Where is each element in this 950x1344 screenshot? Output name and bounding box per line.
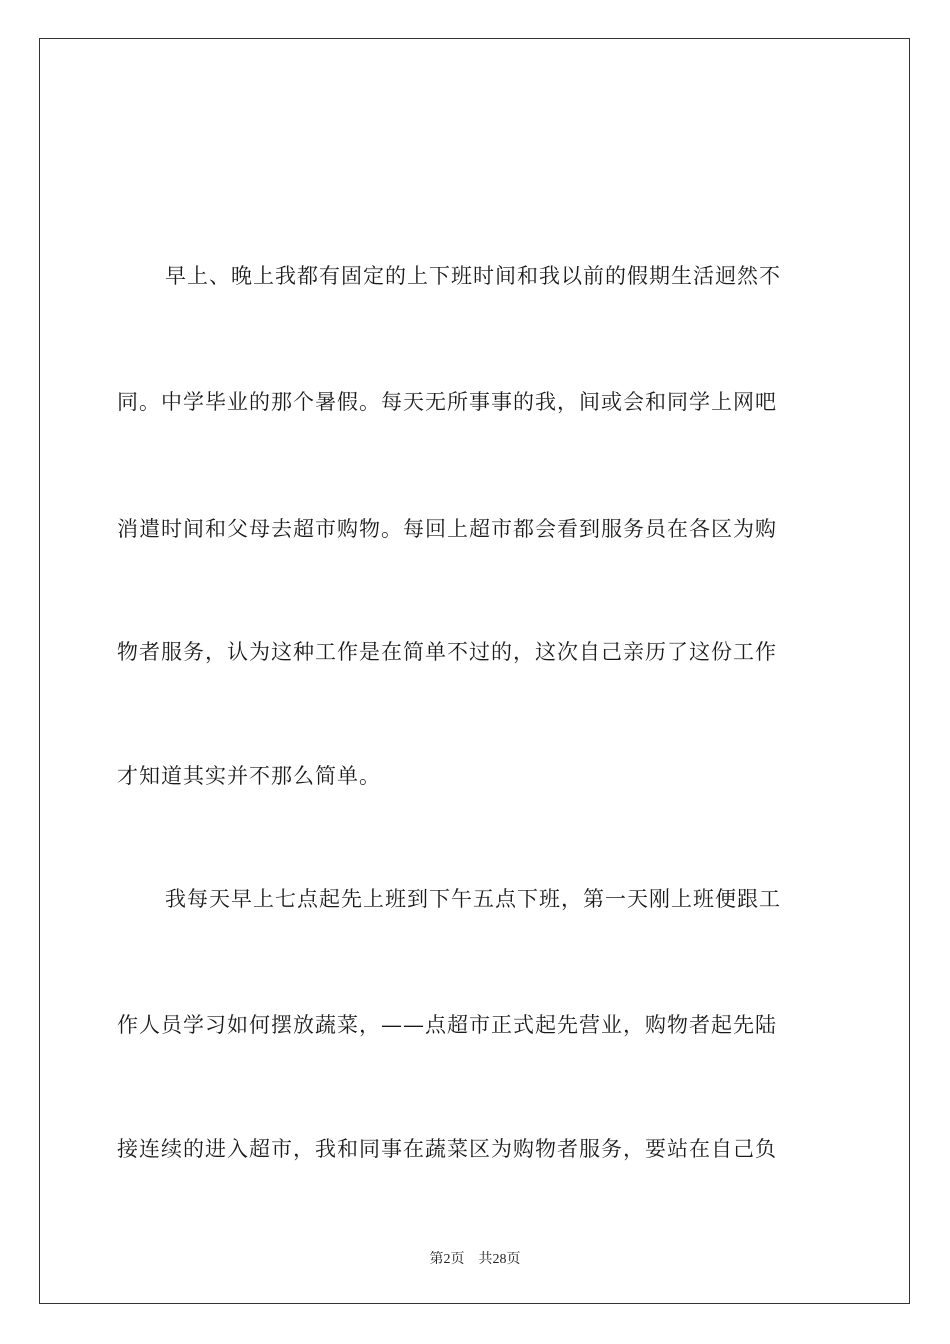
paragraph-1-line-4: 物者服务，认为这种工作是在简单不过的，这次自己亲历了这份工作 xyxy=(117,640,777,664)
paragraph-2-line-2: 作人员学习如何摆放蔬菜，——点超市正式起先营业，购物者起先陆 xyxy=(117,1013,777,1037)
paragraph-2-line-3: 接连续的进入超市，我和同事在蔬菜区为购物者服务，要站在自己负 xyxy=(117,1137,777,1161)
paragraph-1-line-2: 同。中学毕业的那个暑假。每天无所事事的我，间或会和同学上网吧 xyxy=(117,390,777,414)
page-number: 第2页 xyxy=(429,1252,465,1267)
page-footer xyxy=(0,1248,950,1268)
paragraph-1-line-5: 才知道其实并不那么简单。 xyxy=(117,764,381,788)
paragraph-1-line-3: 消遣时间和父母去超市购物。每回上超市都会看到服务员在各区为购 xyxy=(117,517,777,541)
paragraph-1-line-1: 早上、晚上我都有固定的上下班时间和我以前的假期生活迥然不 xyxy=(165,264,781,288)
page-total: 共28页 xyxy=(478,1252,521,1267)
paragraph-2-line-1: 我每天早上七点起先上班到下午五点下班，第一天刚上班便跟工 xyxy=(165,887,781,911)
page-border xyxy=(39,38,910,1304)
